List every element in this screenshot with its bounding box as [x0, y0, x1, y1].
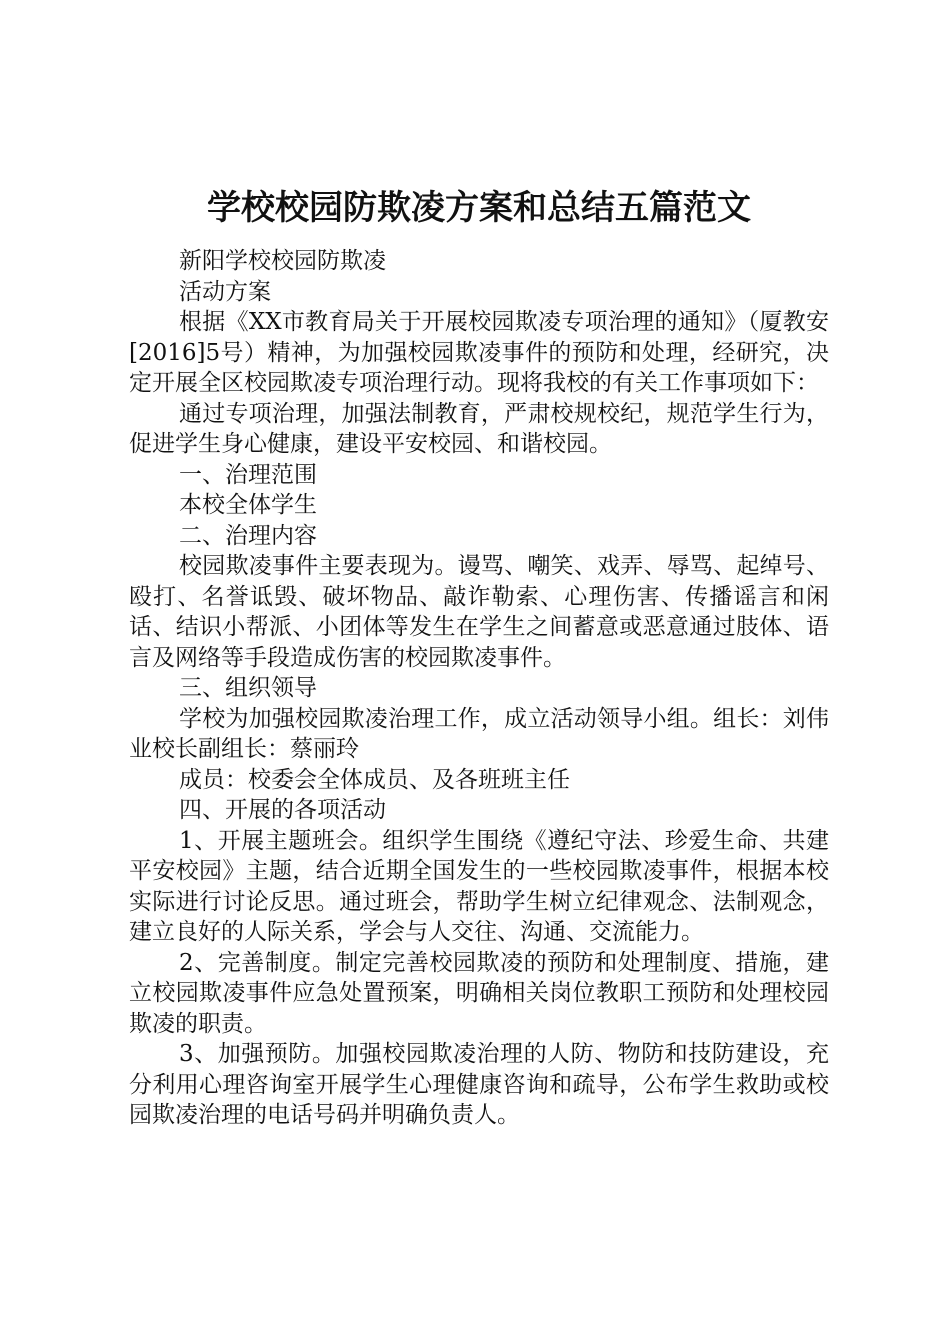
- heading-scope: 一、治理范围: [179, 461, 317, 488]
- paragraph-scope: 本校全体学生: [179, 492, 317, 518]
- paragraph-leadership: 学校为加强校园欺凌治理工作，成立活动领导小组。组长：刘伟业校长副组长：蔡丽玲: [129, 705, 829, 762]
- heading-content: 二、治理内容: [179, 522, 317, 549]
- document-title: 学校校园防欺凌方案和总结五篇范文: [207, 188, 751, 228]
- heading-leadership: 三、组织领导: [179, 675, 317, 701]
- paragraph-activity-2: 2、完善制度。制定完善校园欺凌的预防和处理制度、措施，建立校园欺凌事件应急处置预案，明确相关岗位教职工预防和处理校园欺凌的职责。: [129, 949, 829, 1037]
- paragraph-goal: 通过专项治理，加强法制教育，严肃校规校纪，规范学生行为，促进学生身心健康，建设平安校园、和谐校园。: [129, 400, 829, 457]
- paragraph-members: 成员：校委会全体成员、及各班班主任: [179, 766, 570, 793]
- paragraph-activity-1: 1、开展主题班会。组织学生围绕《遵纪守法、珍爱生命、共建平安校园》主题，结合近期全国发生的一些校园欺凌事件，根据本校实际进行讨论反思。通过班会，帮助学生树立纪律观念、法制观念，建立良好的人际关系，学会与人交往、沟通、交流能力。: [129, 827, 829, 945]
- document-page: [129, 180, 829, 1131]
- paragraph-activity-3: 3、加强预防。加强校园欺凌治理的人防、物防和技防建设，充分利用心理咨询室开展学生心理健康咨询和疏导，公布学生救助或校园欺凌治理的电话号码并明确负责人。: [129, 1041, 829, 1128]
- paragraph-school-name: 新阳学校校园防欺凌: [179, 248, 386, 274]
- paragraph-content: 校园欺凌事件主要表现为。谩骂、嘲笑、戏弄、辱骂、起绰号、殴打、名誉诋毁、破坏物品、敲诈勒索、心理伤害、传播谣言和闲话、结识小帮派、小团体等发生在学生之间蓄意或恶意通过肢体、语言及网络等手段造成伤害的校园欺凌事件。: [129, 553, 829, 671]
- heading-activities: 四、开展的各项活动: [179, 797, 386, 823]
- paragraph-plan-label: 活动方案: [179, 278, 271, 305]
- paragraph-intro: 根据《XX市教育局关于开展校园欺凌专项治理的通知》（厦教安[2016]5号）精神，为加强校园欺凌事件的预防和处理，经研究，决定开展全区校园欺凌专项治理行动。现将我校的有关工作事项如下：: [129, 309, 829, 396]
